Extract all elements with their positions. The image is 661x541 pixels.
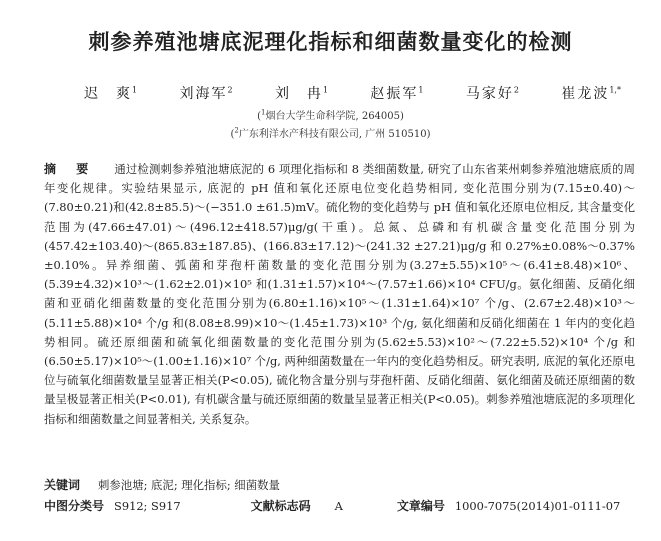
author-sup: 1 bbox=[132, 85, 138, 95]
abstract-label: 摘 要 bbox=[44, 162, 93, 176]
author bbox=[466, 83, 519, 103]
author bbox=[370, 83, 423, 103]
author-name: 崔龙波 bbox=[561, 86, 610, 102]
author-list bbox=[84, 83, 621, 103]
author-sup: 1 bbox=[418, 85, 424, 95]
author bbox=[179, 83, 232, 103]
affiliation: ($^2$广东利洋水产科技有限公司, 广州 510510) bbox=[230, 126, 431, 140]
author-name: 赵振军 bbox=[370, 86, 419, 102]
affiliation-sup: 1 bbox=[261, 108, 266, 117]
affiliation: ($^1$烟台大学生命科学院, 264005) bbox=[257, 108, 404, 122]
author bbox=[561, 83, 621, 103]
author-sup: 1 bbox=[322, 85, 329, 95]
abstract-text: 通过检测刺参养殖池塘底泥的 6 项理化指标和 8 类细菌数量, 研究了山东省莱州刺参养殖池塘底质的周年变化规律。实验结果显示, 底泥的 pH 值和氧化还原电位变化趋势相同, 变化范围分别为(7.15±0.40)～(7.80±0.21)和(42.8±85.5)～(−351.0 ±61.5)mV。硫化物的变化趋势与 pH 值和氧化还原电位相反, 其含量变化范围为(47.66±47.01)～(496.12±418.57)μg/g(干重)。总氮、总磷和有机碳含量变化范围分别为(457.42±103.40)～(865.83±187.85)、(166.83±17.12)～(241.32 ±27.21)μg/g 和 0.27%±0.08%～0.37%±0.10%。异养细菌、弧菌和芽孢杆菌数量的变化范围分别为(3.27±5.55)×10⁵～(6.41±8.48)×10⁶、(5.39±4.32)×10³～(1.62±2.01)×10⁵ 和(1.31±1.57)×10⁴～(7.57±1.66)×10⁴ CFU/g。氨化细菌、反硝化细菌和亚硝化细菌数量的变化范围分别为(6.80±1.16)×10⁵～(1.31±1.64)×10⁷ 个/g、(2.67±2.48)×10³～(5.11±5.88)×10⁴ 个/g 和(8.08±8.99)×10～(1.45±1.73)×10³ 个/g, 氨化细菌和反硝化细菌在 1 年内的变化趋势相同。硫还原细菌和硫氧化细菌数量的变化范围分别为(5.62±5.53)×10²～(7.22±5.52)×10⁴ 个/g 和(6.50±5.17)×10⁵～(1.00±1.16)×10⁷ 个/g, 两种细菌数量在一年内的变化趋势相反。研究表明, 底泥的氧化还原电位与硫氧化细菌数量呈显著正相关(P<0.05), 硫化物含量分别与芽孢杆菌、反硝化细菌、氨化细菌及硫还原细菌的数量呈极显著正相关(P<0.01), 有机碳含量与硫还原细菌的数量呈显著正相关(P<0.05)。刺参养殖池塘底泥的多项理化指标和细菌数量之间显著相关, 关系复杂。 bbox=[44, 162, 635, 426]
author-sup: 1,* bbox=[609, 85, 621, 95]
article-no-label: 文章编号 bbox=[396, 499, 445, 513]
clc-value: S912; S917 bbox=[114, 499, 181, 513]
author-name: 迟 爽 bbox=[84, 86, 132, 102]
doc-code-label: 文献标志码 bbox=[250, 499, 311, 513]
affiliation-sup: 2 bbox=[234, 126, 239, 135]
author bbox=[84, 83, 137, 103]
keywords-text: 刺参池塘; 底泥; 理化指标; 细菌数量 bbox=[98, 478, 280, 492]
article-no-value: 1000-7075(2014)01-0111-07 bbox=[454, 499, 621, 513]
keywords bbox=[44, 476, 635, 493]
keywords-label: 关键词 bbox=[44, 478, 81, 492]
doc-code-value: A bbox=[334, 499, 343, 513]
author bbox=[275, 83, 328, 103]
author-name: 刘海军 bbox=[179, 86, 228, 102]
author-name: 刘 冉 bbox=[274, 86, 323, 102]
classification-line bbox=[44, 497, 635, 514]
author-name: 马家好 bbox=[465, 86, 514, 102]
paper-title: 刺参养殖池塘底泥理化指标和细菌数量变化的检测 bbox=[88, 30, 573, 54]
clc-label: 中图分类号 bbox=[44, 499, 105, 513]
abstract bbox=[44, 160, 635, 429]
affiliation-text: 烟台大学生命科学院, 264005 bbox=[265, 111, 400, 122]
author-sup: 2 bbox=[227, 85, 233, 95]
author-sup: 2 bbox=[513, 85, 519, 95]
affiliation-text: 广东利洋水产科技有限公司, 广州 510510 bbox=[238, 129, 427, 140]
